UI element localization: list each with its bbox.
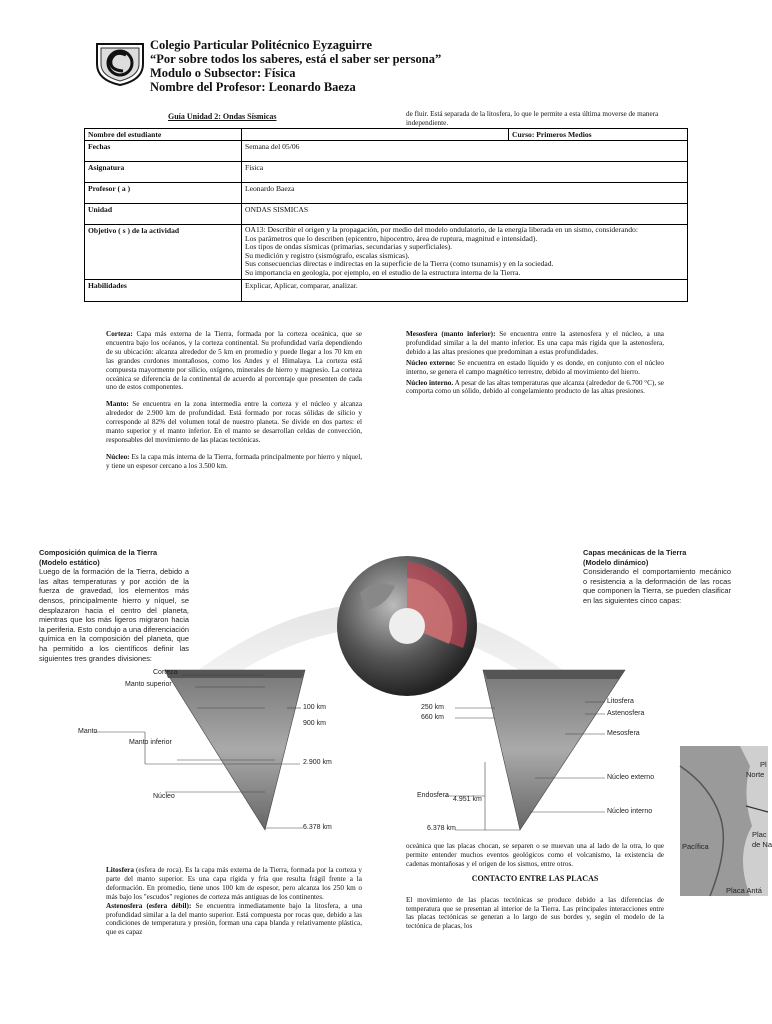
depth-250: 250 km — [421, 704, 444, 711]
label-nucleo-externo: Núcleo externo — [607, 774, 655, 781]
plates-body-text: El movimiento de las placas tectónicas se produce debido a las diferencias de temperatura que se presentan al interior de la Tierra. Las principales interacciones entre las placas tectónicas se generan a lo largo de sus bordes y, según el modelo de la tectónica de placas, los — [406, 895, 664, 931]
manto-term: Manto: — [106, 400, 129, 409]
label-manto-superior: Manto superior — [125, 681, 172, 688]
label-manto-inferior: Manto inferior — [129, 739, 172, 746]
objective-line: Su medición y registro (sismógrafo, escalas sísmicas). — [245, 250, 410, 260]
left-panel-subtitle: (Modelo estático) — [39, 557, 100, 567]
student-label: Nombre del estudiante — [85, 129, 242, 141]
table-row — [85, 129, 688, 141]
litosfera-term: Litosfera — [106, 866, 134, 874]
right-panel-subtitle: (Modelo dinámico) — [583, 557, 649, 567]
row-label: Unidad — [85, 204, 242, 225]
map-label: Plac — [752, 830, 767, 839]
objective-line: Los tipos de ondas sísmicas (primarias, secundarias y superficiales). — [245, 242, 453, 252]
left-panel — [39, 548, 189, 663]
right-column — [406, 330, 664, 404]
label-litosfera: Litosfera — [607, 698, 634, 705]
nucleo-paragraph — [106, 453, 362, 471]
school-logo — [93, 38, 147, 86]
table-row — [85, 183, 688, 204]
label-endosfera: Endosfera — [417, 792, 449, 799]
astenosfera-paragraph — [106, 902, 362, 938]
objective-cell — [242, 225, 688, 280]
map-label: Placa Antá — [726, 886, 762, 895]
school-name: Colegio Particular Politécnico Eyzaguirre — [150, 38, 373, 52]
depth-900: 900 km — [303, 720, 326, 727]
objective-line: OA13: Describir el origen y la propagación, por medio del modelo ondulatorio, de la energía liberada en un sismo, considerando: — [245, 225, 638, 234]
teacher-line: Nombre del Profesor: Leonardo Baeza — [150, 80, 356, 94]
row-value: Semana del 05/06 — [242, 141, 688, 162]
tectonic-map-fragment — [680, 746, 772, 896]
row-value: Física — [242, 162, 688, 183]
school-motto: “Por sobre todos los saberes, está el saber ser persona” — [150, 52, 442, 66]
map-label: Pl — [760, 760, 767, 769]
astenosfera-term: Astenosfera (esfera débil): — [106, 901, 192, 910]
row-value: ONDAS SISMICAS — [242, 204, 688, 225]
litosfera-paragraph — [106, 866, 362, 902]
label-astenosfera: Astenosfera — [607, 710, 645, 717]
mesosfera-paragraph — [406, 330, 664, 357]
objective-line: Su importancia en geología, por ejemplo, en el estudio de la estructura interna de la Tierra. — [245, 267, 521, 277]
objective-line: Los parámetros que lo describen (epicentro, hipocentro, área de ruptura, magnitud e intensidad). — [245, 233, 538, 243]
depth-6378-left: 6.378 km — [303, 824, 332, 831]
left-column — [106, 330, 362, 479]
nucleo-externo-term: Núcleo externo: — [406, 358, 456, 367]
nucleo-interno-term: Núcleo interno. — [406, 378, 454, 387]
depth-4951: 4.951 km — [453, 796, 482, 803]
globe-icon — [337, 556, 477, 696]
nucleo-interno-paragraph — [406, 379, 664, 397]
label-mesosfera: Mesosfera — [607, 730, 640, 737]
map-icon — [680, 746, 768, 896]
depth-100: 100 km — [303, 704, 326, 711]
skills-label: Habilidades — [85, 279, 242, 301]
row-label: Fechas — [85, 141, 242, 162]
left-panel-title: Composición química de la Tierra — [39, 548, 158, 557]
student-name-field[interactable] — [242, 129, 509, 141]
corteza-term: Corteza: — [106, 330, 133, 338]
nucleo-externo-text: Se encuentra en estado líquido y es donde, en conjunto con el núcleo interno, se genera el campo magnético terrestre, debido al movimiento del hierro. — [406, 358, 665, 376]
depth-660: 660 km — [421, 714, 444, 721]
label-nucleo: Núcleo — [153, 793, 175, 800]
top-right-text: de fluir. Está separada de la litosfera, lo que le permite a esta última moverse de manera independiente. — [406, 110, 659, 127]
bottom-left-column — [106, 866, 362, 937]
nucleo-externo-paragraph — [406, 359, 664, 377]
table-row — [85, 204, 688, 225]
litosfera-text: (esfera de roca). Es la capa más externa de la Tierra, formada por la corteza y parte del manto superior. Es una capa rígida y fría que resulta frágil frente a la deformación. En promedio, tiene unos 100 km de espesor, pero alcanza los 250 km o más bajo los "escudos" regiones de corteza más antiguas de los continentes. — [106, 866, 362, 901]
corteza-paragraph — [106, 330, 362, 392]
label-nucleo-interno: Núcleo interno — [607, 808, 653, 815]
objective-line: Sus consecuencias directas e indirectas en la superficie de la Tierra (como tsunamis) y en la sociedad. — [245, 259, 554, 269]
nucleo-interno-text: A pesar de las altas temperaturas que alcanza (alrededor de 6.700 °C), se comporta como un sólido, debido al congelamiento producto de las altas presiones. — [406, 378, 665, 396]
section-title: CONTACTO ENTRE LAS PLACAS — [471, 873, 599, 883]
skills-value: Explicar, Aplicar, comparar, analizar. — [242, 279, 688, 301]
table-row — [85, 225, 688, 280]
row-value: Leonardo Baeza — [242, 183, 688, 204]
table-row — [85, 162, 688, 183]
map-label: de Na — [752, 840, 772, 849]
bottom-right-column — [406, 842, 664, 931]
row-label: Profesor ( a ) — [85, 183, 242, 204]
manto-paragraph — [106, 400, 362, 445]
depth-2900: 2.900 km — [303, 759, 332, 766]
corteza-text: Capa más externa de la Tierra, formada por la corteza oceánica, que se encuentra bajo los océanos, y la corteza continental. Su profundidad varía dependiendo de su ubicación: alcanza alrededor de 5 km en promedio y puede llegar a los 70 km en las grandes cordones montañosos, como los Andes y el Himalaya. La corteza está compuesta mayormente por silicio, oxígeno, minerales de hierro y magnesio. La corteza oceánica se diferencia de la continental de acuerdo al porcentaje que presenten de cada uno de estos componentes. — [106, 330, 362, 392]
info-table — [84, 128, 688, 302]
right-panel-text: Considerando el comportamiento mecánico o resistencia a la deformación de las rocas que componen la Tierra, se pueden clasificar en las siguientes cinco capas: — [583, 567, 731, 605]
nucleo-text: Es la capa más interna de la Tierra, formada principalmente por hierro y níquel, y tiene un espesor cercano a los 3.500 km. — [106, 452, 362, 470]
right-panel — [583, 548, 731, 606]
depth-6378-right: 6.378 km — [427, 825, 456, 832]
right-panel-title: Capas mecánicas de la Tierra — [583, 548, 687, 557]
label-corteza: Corteza — [153, 669, 178, 676]
map-label: Norte — [746, 770, 765, 779]
mesosfera-text: Se encuentra entre la astenosfera y el núcleo, a una profundidad similar a la del manto inferior. Es una capa más rígida que la astenosfera, debido a las altas presiones que predominan a estas profundidades. — [406, 330, 664, 356]
objective-label: Objetivo ( s ) de la actividad — [85, 225, 242, 280]
right-wedge — [483, 670, 625, 830]
course-label: Curso: Primeros Medios — [509, 129, 688, 141]
module-line: Modulo o Subsector: Física — [150, 66, 296, 80]
guide-title: Guía Unidad 2: Ondas Sísmicas — [168, 112, 277, 121]
left-wedge — [165, 670, 305, 830]
astenosfera-text: Se encuentra inmediatamente bajo la litosfera, a una profundidad similar a la del manto superior. Está compuesta por rocas que, debido a las condiciones de temperatura y presión, forman una capa blanda y relativamente plástica, que es capaz — [106, 901, 363, 937]
manto-text: Se encuentra en la zona intermedia entre la corteza y el núcleo y alcanza alrededor de 2.900 km de profundidad. Está formado por rocas sólidas de silicio y corresponde al 82% del volumen total de nuestro planeta. Se divide en dos partes: el manto superior y el manto inferior. En el manto se desarrollan celdas de convección, responsables del movimiento de las placas tectónicas. — [106, 400, 363, 444]
left-panel-text: Luego de la formación de la Tierra, debido a las altas temperaturas y por acción de la fuerza de gravedad, los elementos más densos, principalmente hierro y níquel, se desplazaron hacia el centro del planeta, mientras que los más ligeros migraron hacia la periferia. Esto condujo a una diferenciación química en la composición del planeta, que ha permitido a los científicos definir las siguientes tres grandes divisiones: — [39, 567, 189, 663]
nucleo-term: Núcleo: — [106, 452, 130, 461]
map-label: Pacífica — [682, 842, 709, 851]
table-row — [85, 141, 688, 162]
mesosfera-term: Mesosfera (manto inferior): — [406, 330, 496, 338]
plates-intro-text: oceánica que las placas chocan, se separen o se muevan una al lado de la otra, lo que permite entender muchos eventos geológicos como el volcanismo, la existencia de cadenas montañosas y el origen de los sismos, entre otros. — [406, 842, 664, 868]
row-label: Asignatura — [85, 162, 242, 183]
label-manto: Manto — [78, 728, 98, 735]
earth-structure-figure — [25, 538, 741, 848]
table-row — [85, 279, 688, 301]
